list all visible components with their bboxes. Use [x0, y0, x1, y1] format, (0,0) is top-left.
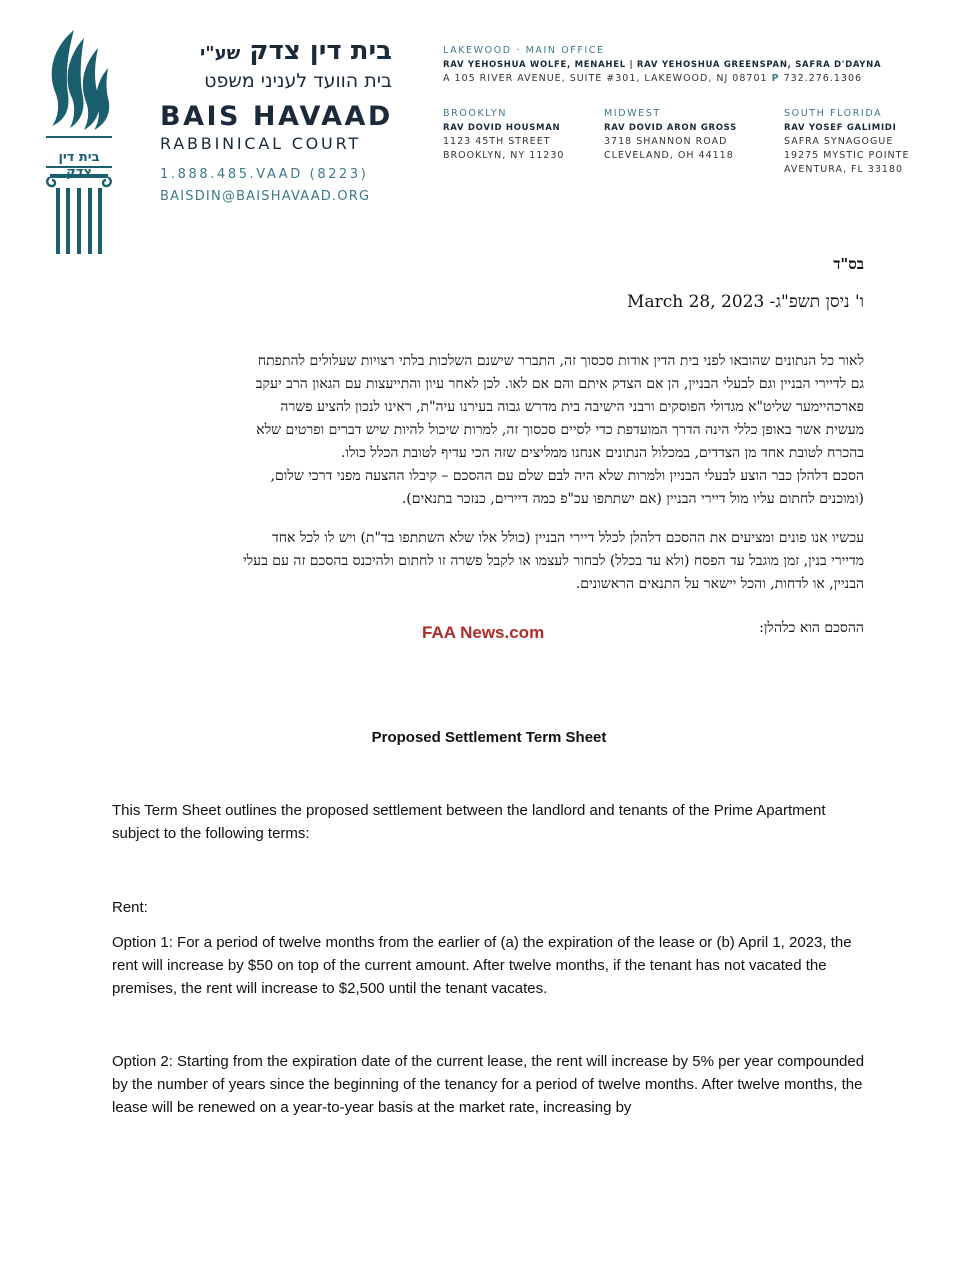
rent-option-2: Option 2: Starting from the expiration date of the current lease, the rent will increase by 5% per year compounded by the number of years since the beginning of the tenancy for a period of twelve months. After twelve months, the lease will be renewed on a year-to-year basis at the market rate, increasing by	[112, 1053, 865, 1116]
paragraph-line: הסכם דלהלן כבר הוצע לבעלי הבניין ולמרות שלא היה לבם שלם עם ההסכם – קיבלו ההצעה מפני דרכי שלום,	[270, 468, 864, 484]
main-office-names: RAV YEHOSHUA WOLFE, MENAHEL | RAV YEHOSHUA GREENSPAN, SAFRA D'DAYNA	[443, 60, 882, 70]
english-court-title: BAIS HAVAAD	[160, 101, 393, 132]
hebrew-court-subtitle: בית הוועד לעניני משפט	[204, 70, 392, 92]
main-office-block	[443, 44, 881, 86]
bsd-mark: בס"ד	[833, 255, 864, 273]
branch-line3: AVENTURA, FL 33180	[784, 164, 904, 175]
main-office-phone-label: P	[771, 73, 780, 84]
hebrew-title-main: בית דין צדק	[249, 36, 392, 66]
main-office-contact	[443, 72, 881, 86]
letter-date: ו' ניסן תשפ"ג- March 28, 2023	[627, 292, 864, 312]
branch-brooklyn	[443, 107, 564, 163]
paragraph-line: מדיירי בנין, זמן מוגבל עד הפסח (ולא עד בכלל) לבחור לעצמו או לקבל פשרה זו לחתום ולהיכנס בהסכם זה עם בעלי	[242, 553, 864, 569]
paragraph-line: מעשית אשר באופן כללי הינה הדרך המועדפת כדי לסיים סכסוך זה, למרות שיכול להיות שיש דברים ופרטים שלא	[256, 422, 864, 438]
agreement-intro: ההסכם הוא כלהלן:	[759, 620, 864, 636]
branch-line2: 19275 MYSTIC POINTE	[784, 150, 910, 161]
paragraph-line: הבניין, או לדחות, והכל יישאר על התנאים הראשונים.	[575, 576, 864, 592]
paragraph-line: פארכהיימער שליט"א מגדולי הפוסקים ורבני הישיבה בית מדרש גבוה בעירנו עיה"ת, ראינו לנכון להציע פשרה	[280, 399, 864, 415]
branch-rav: RAV YOSEF GALIMIDI	[784, 123, 897, 133]
paragraph-line: עכשיו אנו פונים ומציעים את ההסכם דלהלן לכלל דיירי הבניין (כולל אלו שלא השתתפו בד"ת) ויש לו לכל אחד	[272, 530, 864, 546]
term-sheet-intro: This Term Sheet outlines the proposed settlement between the landlord and tenants of the Prime Apartment subject to the following terms:	[112, 802, 826, 842]
english-court-subtitle: RABBINICAL COURT	[160, 134, 361, 153]
court-email[interactable]: BAISDIN@BAISHAVAAD.ORG	[160, 189, 371, 204]
court-phone[interactable]: 1.888.485.VAAD (8223)	[160, 167, 369, 182]
flame-pillar-logo	[44, 28, 114, 256]
main-office-title: LAKEWOOD · MAIN OFFICE	[443, 45, 605, 56]
hebrew-paragraph-1	[104, 350, 864, 511]
hebrew-court-title	[160, 36, 392, 69]
paragraph-line: בהכרח לטובת אחד מן הצדדים, במכלול הנתונים אנחנו ממליצים שזה הכי עדיף לטובת הכלל כולו.	[340, 445, 864, 461]
watermark: FAA News.com	[422, 623, 545, 642]
branch-title: BROOKLYN	[443, 108, 508, 119]
branch-rav: RAV DOVID ARON GROSS	[604, 123, 737, 133]
branch-line2: CLEVELAND, OH 44118	[604, 150, 734, 161]
rent-option-1: Option 1: For a period of twelve months from the earlier of (a) the expiration of the lease or (b) April 1, 2023, the rent will increase by $50 on top of the current amount. After twelve months, if the tenant has not vacated the premises, the rent will increase to $2,500 until the tenant vacates.	[112, 934, 852, 997]
rent-label: Rent:	[112, 899, 148, 916]
branch-midwest	[604, 107, 737, 163]
branch-title: SOUTH FLORIDA	[784, 108, 883, 119]
main-office-phone: 732.276.1306	[783, 73, 863, 84]
branch-rav: RAV DOVID HOUSMAN	[443, 123, 561, 133]
branch-line1: SAFRA SYNAGOGUE	[784, 136, 894, 147]
branch-line1: 3718 SHANNON ROAD	[604, 136, 728, 147]
branch-line1: 1123 45TH STREET	[443, 136, 551, 147]
term-sheet-title: Proposed Settlement Term Sheet	[371, 729, 607, 746]
logo-hebrew-text: בית דין צדק	[58, 150, 100, 180]
paragraph-line: גם לדיירי הבניין וגם לבעלי הבניין, הן אם הצדק איתם והם אם לאו. לכן לאחר עיון והתייעצות עם הגאון הרב יעקב	[255, 376, 864, 392]
branch-south-florida	[784, 107, 909, 177]
paragraph-line: (ומוכנים לחתום עליו מול דיירי הבניין (אם ישתתפו עכ"פ כמה דיירים, כנזכר בתנאים).	[401, 491, 864, 507]
hebrew-paragraph-2	[104, 527, 864, 596]
hebrew-title-suffix: שע"י	[199, 43, 241, 64]
branch-line2: BROOKLYN, NY 11230	[443, 150, 565, 161]
branch-title: MIDWEST	[604, 108, 661, 119]
main-office-address: A 105 RIVER AVENUE, SUITE #301, LAKEWOOD, NJ 08701	[443, 73, 768, 84]
paragraph-line: לאור כל הנתונים שהובאו לפני בית הדין אודות סכסוך זה, התברר שישנם השלכות בלתי רצויות שעלולים להתפתח	[257, 353, 864, 369]
